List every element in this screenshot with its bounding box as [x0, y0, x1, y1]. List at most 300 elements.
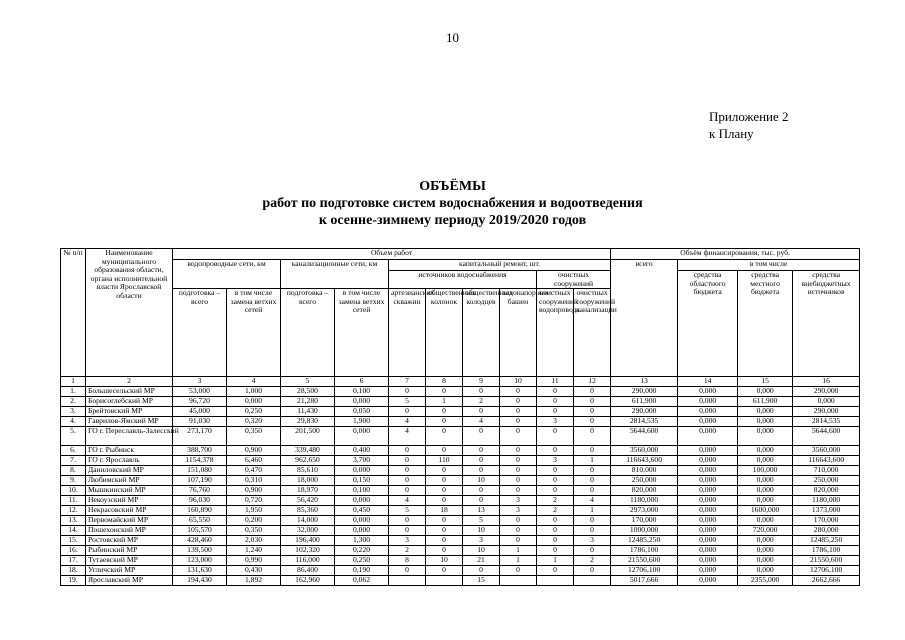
row-number-cell: 1. [61, 387, 86, 397]
col-number: 16 [793, 377, 860, 387]
table-cell: 3 [537, 417, 574, 427]
table-cell: 290,000 [793, 407, 860, 417]
table-cell: 290,000 [611, 407, 678, 417]
table-cell: 0,150 [335, 476, 389, 486]
table-cell: 91,030 [173, 417, 227, 427]
table-cell: 3 [463, 536, 500, 546]
table-cell [389, 576, 426, 586]
table-cell: 250,000 [611, 476, 678, 486]
table-cell: 0,000 [678, 466, 738, 476]
header-artesian: артезианских скважин [389, 289, 426, 377]
header-water-nets: водопроводные сети, км [173, 260, 281, 289]
table-cell: 0,470 [227, 466, 281, 476]
table-cell: 3560,000 [793, 446, 860, 456]
table-cell: 0 [537, 466, 574, 476]
row-number-cell: 16. [61, 546, 86, 556]
table-cell: 0 [426, 536, 463, 546]
table-cell: 0,000 [335, 427, 389, 446]
row-name-cell: Ярославский МР [86, 576, 173, 586]
table-cell: 4 [574, 496, 611, 506]
table-cell: 0 [426, 486, 463, 496]
table-cell: 0,000 [793, 397, 860, 407]
table-cell: 18,000 [281, 476, 335, 486]
table-cell: 0 [574, 387, 611, 397]
table-cell: 0,000 [738, 566, 793, 576]
row-number-cell: 13. [61, 516, 86, 526]
table-cell: 0 [426, 427, 463, 446]
table-row [61, 496, 860, 506]
table-cell: 100,000 [738, 466, 793, 476]
table-cell: 0,000 [678, 496, 738, 506]
table-cell: 8 [389, 556, 426, 566]
table-cell: 0,000 [738, 536, 793, 546]
table-row [61, 566, 860, 576]
table-cell: 5 [463, 516, 500, 526]
table-cell: 0,062 [335, 576, 389, 586]
header-regional: средства областного бюджета [678, 271, 738, 377]
table-cell: 201,500 [281, 427, 335, 446]
table-cell: 3 [574, 536, 611, 546]
table-cell: 102,320 [281, 546, 335, 556]
table-cell: 116643,600 [611, 456, 678, 466]
table-cell: 710,000 [793, 466, 860, 476]
table-cell: 0 [389, 456, 426, 466]
table-cell: 339,480 [281, 446, 335, 456]
table-cell: 21550,600 [611, 556, 678, 566]
table-cell: 0,000 [738, 407, 793, 417]
table-row [61, 546, 860, 556]
table-cell: 3 [389, 536, 426, 546]
table-cell: 0,190 [335, 566, 389, 576]
table-cell: 611,900 [611, 397, 678, 407]
title-line-2: работ по подготовке систем водоснабжения и водоотведения [262, 196, 643, 211]
table-cell: 0 [500, 397, 537, 407]
table-cell: 5644,600 [611, 427, 678, 446]
col-number: 11 [537, 377, 574, 387]
table-row [61, 576, 860, 586]
table-cell: 4 [389, 417, 426, 427]
table-cell: 0,000 [738, 427, 793, 446]
table-cell: 2 [537, 496, 574, 506]
table-cell: 0 [537, 486, 574, 496]
table-cell: 10 [426, 556, 463, 566]
table-cell: 0 [537, 566, 574, 576]
table-cell: 170,000 [611, 516, 678, 526]
row-name-cell: Любимский МР [86, 476, 173, 486]
table-cell: 0,000 [678, 446, 738, 456]
table-cell: 5 [389, 397, 426, 407]
table-cell: 12485,250 [793, 536, 860, 546]
row-name-cell: Гаврилов-Ямский МР [86, 417, 173, 427]
table-cell: 0 [389, 526, 426, 536]
table-cell: 0 [426, 526, 463, 536]
row-name-cell: Даниловский МР [86, 466, 173, 476]
table-cell: 0 [463, 456, 500, 466]
header-works: Объем работ [173, 249, 611, 260]
table-cell: 0,000 [678, 476, 738, 486]
row-name-cell: ГО г. Рыбинск [86, 446, 173, 456]
table-cell: 1154,378 [173, 456, 227, 466]
table-cell: 0 [537, 476, 574, 486]
row-name-cell: Большесельский МР [86, 387, 173, 397]
row-number-cell: 17. [61, 556, 86, 566]
table-cell: 0 [500, 476, 537, 486]
table-cell: 10 [463, 546, 500, 556]
table-cell: 0 [426, 546, 463, 556]
table-row [61, 387, 860, 397]
table-cell: 2 [537, 506, 574, 516]
row-number-cell: 4. [61, 417, 86, 427]
table-cell: 0 [463, 486, 500, 496]
row-number-cell: 3. [61, 407, 86, 417]
table-cell: 0 [389, 476, 426, 486]
table-cell: 720,000 [738, 526, 793, 536]
header-extra: средства внебюджетных источников [793, 271, 860, 377]
table-cell: 2814,535 [793, 417, 860, 427]
table-cell: 0 [500, 566, 537, 576]
table-cell: 3 [500, 496, 537, 506]
table-cell: 1600,000 [738, 506, 793, 516]
col-number: 9 [463, 377, 500, 387]
row-name-cell: Брейтовский МР [86, 407, 173, 417]
row-number-cell: 7. [61, 456, 86, 466]
table-cell: 0 [426, 516, 463, 526]
table-cell: 0 [574, 446, 611, 456]
table-cell: 2,030 [227, 536, 281, 546]
table-cell: 0 [574, 427, 611, 446]
table-cell: 0 [426, 417, 463, 427]
table-cell: 0,000 [335, 516, 389, 526]
table-cell: 0,000 [678, 397, 738, 407]
table-cell: 1,892 [227, 576, 281, 586]
table-cell: 2 [389, 546, 426, 556]
col-number: 7 [389, 377, 426, 387]
table-cell: 196,400 [281, 536, 335, 546]
header-sewer-nets: канализационные сети, км [281, 260, 389, 289]
table-cell: 0 [537, 397, 574, 407]
table-cell: 18 [426, 506, 463, 516]
table-cell: 0 [500, 486, 537, 496]
table-cell: 0 [574, 566, 611, 576]
table-row [61, 456, 860, 466]
table-cell: 14,000 [281, 516, 335, 526]
table-cell: 0,000 [335, 496, 389, 506]
table-cell: 0,000 [678, 506, 738, 516]
table-cell: 0,430 [227, 566, 281, 576]
row-number-cell: 6. [61, 446, 86, 456]
table-cell: 0 [574, 407, 611, 417]
table-cell: 0 [500, 466, 537, 476]
row-name-cell: Первомайский МР [86, 516, 173, 526]
table-cell: 0 [574, 546, 611, 556]
table-cell: 0 [537, 387, 574, 397]
table-cell: 2662,666 [793, 576, 860, 586]
table-row [61, 466, 860, 476]
table-cell: 2 [463, 397, 500, 407]
table-cell: 0 [389, 407, 426, 417]
table-cell: 0 [537, 536, 574, 546]
table-cell: 18,970 [281, 486, 335, 496]
table-cell: 290,000 [793, 387, 860, 397]
table-cell: 0,000 [678, 566, 738, 576]
table-row [61, 476, 860, 486]
table-cell: 5644,600 [793, 427, 860, 446]
appendix-line-2: к Плану [709, 126, 754, 141]
table-cell: 0 [389, 466, 426, 476]
table-cell: 1 [537, 556, 574, 566]
table-cell: 107,190 [173, 476, 227, 486]
col-number: 6 [335, 377, 389, 387]
table-cell: 29,830 [281, 417, 335, 427]
header-wells: общественных колонок [426, 289, 463, 377]
header-name: Наименование муниципального образования области, органа исполнительной власти Ярославской области [86, 249, 173, 377]
table-row [61, 486, 860, 496]
col-number: 13 [611, 377, 678, 387]
volumes-table [60, 248, 860, 586]
column-number-row [61, 377, 860, 387]
table-row [61, 516, 860, 526]
table-cell: 0 [389, 486, 426, 496]
appendix-line-1: Приложение 2 [709, 109, 789, 124]
table-row [61, 427, 860, 446]
header-num: № п/п [61, 249, 86, 377]
table-cell: 0,200 [227, 516, 281, 526]
table-cell: 96,720 [173, 397, 227, 407]
table-row [61, 536, 860, 546]
table-cell: 0 [500, 387, 537, 397]
row-number-cell: 9. [61, 476, 86, 486]
table-cell: 1,300 [335, 536, 389, 546]
col-number: 2 [86, 377, 173, 387]
table-cell: 3560,000 [611, 446, 678, 456]
header-row-1 [61, 249, 860, 260]
table-cell: 0 [463, 496, 500, 506]
header-incl: в том числе [678, 260, 860, 271]
table-cell: 0 [426, 407, 463, 417]
table-row [61, 417, 860, 427]
table-cell: 0,450 [335, 506, 389, 516]
table-cell: 21550,600 [793, 556, 860, 566]
table-cell: 2355,000 [738, 576, 793, 586]
title-line-3: к осенне-зимнему периоду 2019/2020 годов [318, 213, 587, 228]
row-name-cell: Некрасовский МР [86, 506, 173, 516]
table-cell: 0 [500, 456, 537, 466]
table-cell: 3 [537, 456, 574, 466]
table-cell: 962,650 [281, 456, 335, 466]
table-cell: 105,570 [173, 526, 227, 536]
header-water-treat: очистных сооружений водопровода [537, 289, 574, 377]
table-cell: 96,030 [173, 496, 227, 506]
table-cell: 0 [500, 446, 537, 456]
table-cell: 21 [463, 556, 500, 566]
table-cell: 0,000 [678, 387, 738, 397]
table-cell: 0,000 [678, 417, 738, 427]
table-cell: 0 [426, 566, 463, 576]
table-cell: 290,000 [611, 387, 678, 397]
table-cell: 0,100 [335, 486, 389, 496]
row-name-cell: Рыбинский МР [86, 546, 173, 556]
table-cell: 3 [500, 506, 537, 516]
table-cell: 0,000 [738, 456, 793, 466]
table-cell: 45,000 [173, 407, 227, 417]
page-number: 10 [446, 30, 459, 45]
table-cell: 0,000 [738, 546, 793, 556]
table-cell: 0 [574, 526, 611, 536]
col-number: 15 [738, 377, 793, 387]
table-cell: 0 [426, 496, 463, 506]
row-number-cell: 19. [61, 576, 86, 586]
table-cell: 0 [574, 476, 611, 486]
table-cell: 0 [574, 397, 611, 407]
table-cell: 10 [463, 526, 500, 536]
table-cell: 0,000 [678, 576, 738, 586]
table-cell: 0,220 [335, 546, 389, 556]
table-cell: 65,550 [173, 516, 227, 526]
col-number: 14 [678, 377, 738, 387]
header-local: средства местного бюджета [738, 271, 793, 377]
table-cell: 0,000 [678, 536, 738, 546]
table-cell: 428,460 [173, 536, 227, 546]
table-cell: 280,000 [793, 526, 860, 536]
table-cell: 151,080 [173, 466, 227, 476]
header-cisterns: общественных колодцев [463, 289, 500, 377]
table-cell: 1 [574, 456, 611, 466]
table-cell: 273,170 [173, 427, 227, 446]
table-cell: 0 [463, 387, 500, 397]
table-cell: 0 [426, 446, 463, 456]
document-title [0, 178, 905, 229]
table-cell: 0 [389, 516, 426, 526]
header-sn-replace: в том числе замена ветхих сетей [335, 289, 389, 377]
table-cell: 5 [389, 506, 426, 516]
table-cell: 0,000 [738, 486, 793, 496]
table-cell: 0,000 [335, 397, 389, 407]
header-water-sources: источников водоснабжения [389, 271, 537, 289]
table-cell: 0,000 [738, 496, 793, 506]
table-cell: 85,360 [281, 506, 335, 516]
table-cell: 0 [537, 526, 574, 536]
row-name-cell: ГО г. Переславль-Залесский [86, 427, 173, 446]
table-cell: 0,000 [335, 526, 389, 536]
title-line-1: ОБЪЁМЫ [419, 179, 486, 194]
table-cell: 0,000 [738, 387, 793, 397]
header-sn-total: подготовка – всего [281, 289, 335, 377]
col-number: 8 [426, 377, 463, 387]
row-number-cell: 5. [61, 427, 86, 446]
table-cell: 0,000 [678, 526, 738, 536]
table-cell: 0,100 [335, 387, 389, 397]
col-number: 5 [281, 377, 335, 387]
table-cell: 0 [574, 466, 611, 476]
table-cell: 1 [426, 397, 463, 407]
col-number: 12 [574, 377, 611, 387]
table-cell: 194,430 [173, 576, 227, 586]
table-cell: 1,900 [335, 417, 389, 427]
table-cell: 0 [500, 516, 537, 526]
table-cell: 0,050 [335, 407, 389, 417]
table-cell: 0 [574, 417, 611, 427]
row-number-cell: 11. [61, 496, 86, 506]
header-total: всего [611, 260, 678, 377]
table-cell: 1000,000 [611, 526, 678, 536]
table-cell: 139,500 [173, 546, 227, 556]
row-name-cell: Пошехонский МР [86, 526, 173, 536]
table-cell: 1786,100 [611, 546, 678, 556]
table-cell: 0 [389, 387, 426, 397]
table-cell: 0,310 [227, 476, 281, 486]
table-cell: 12485,250 [611, 536, 678, 546]
table-cell: 123,000 [173, 556, 227, 566]
table-cell: 0 [574, 486, 611, 496]
table-cell: 0,000 [678, 546, 738, 556]
table-cell: 388,700 [173, 446, 227, 456]
table-cell: 0,000 [738, 476, 793, 486]
table-cell: 53,000 [173, 387, 227, 397]
header-row-2 [61, 260, 860, 271]
table-cell: 21,280 [281, 397, 335, 407]
table-cell: 0 [537, 446, 574, 456]
row-name-cell: Некоузский МР [86, 496, 173, 506]
table-cell: 0,720 [227, 496, 281, 506]
table-cell: 1 [500, 546, 537, 556]
table-cell: 0,000 [335, 466, 389, 476]
table-cell: 820,000 [611, 486, 678, 496]
table-cell: 1,950 [227, 506, 281, 516]
header-towers: водонапорных башен [500, 289, 537, 377]
table-cell: 0 [537, 407, 574, 417]
table-cell: 32,000 [281, 526, 335, 536]
col-number: 4 [227, 377, 281, 387]
table-cell: 1373,000 [793, 506, 860, 516]
table-cell: 820,000 [793, 486, 860, 496]
table-cell: 0,000 [678, 556, 738, 566]
table-cell [537, 576, 574, 586]
table-cell: 0,000 [738, 556, 793, 566]
table-cell: 160,890 [173, 506, 227, 516]
table-cell: 0,250 [227, 407, 281, 417]
table-cell: 0,000 [738, 417, 793, 427]
table-cell: 0,000 [678, 456, 738, 466]
table-cell: 1786,100 [793, 546, 860, 556]
table-cell: 0 [500, 427, 537, 446]
table-cell: 56,420 [281, 496, 335, 506]
table-cell: 11,430 [281, 407, 335, 417]
table-cell: 0,320 [227, 417, 281, 427]
table-cell: 0,990 [227, 556, 281, 566]
table-cell: 1 [574, 506, 611, 516]
table-cell: 1180,000 [611, 496, 678, 506]
table-cell: 0 [426, 476, 463, 486]
table-cell: 0 [500, 526, 537, 536]
table-cell: 0 [500, 536, 537, 546]
row-name-cell: Угличский МР [86, 566, 173, 576]
table-row [61, 526, 860, 536]
col-number: 1 [61, 377, 86, 387]
table-cell: 0,900 [227, 486, 281, 496]
table-cell: 162,960 [281, 576, 335, 586]
table-cell [426, 576, 463, 586]
table-cell: 250,000 [793, 476, 860, 486]
table-cell: 0,900 [227, 446, 281, 456]
table-cell: 86,400 [281, 566, 335, 576]
table-row [61, 446, 860, 456]
row-number-cell: 10. [61, 486, 86, 496]
row-number-cell: 8. [61, 466, 86, 476]
row-number-cell: 12. [61, 506, 86, 516]
table-cell: 28,500 [281, 387, 335, 397]
table-cell: 170,000 [793, 516, 860, 526]
header-sewer-treat: очистных сооружений канализации [574, 289, 611, 377]
